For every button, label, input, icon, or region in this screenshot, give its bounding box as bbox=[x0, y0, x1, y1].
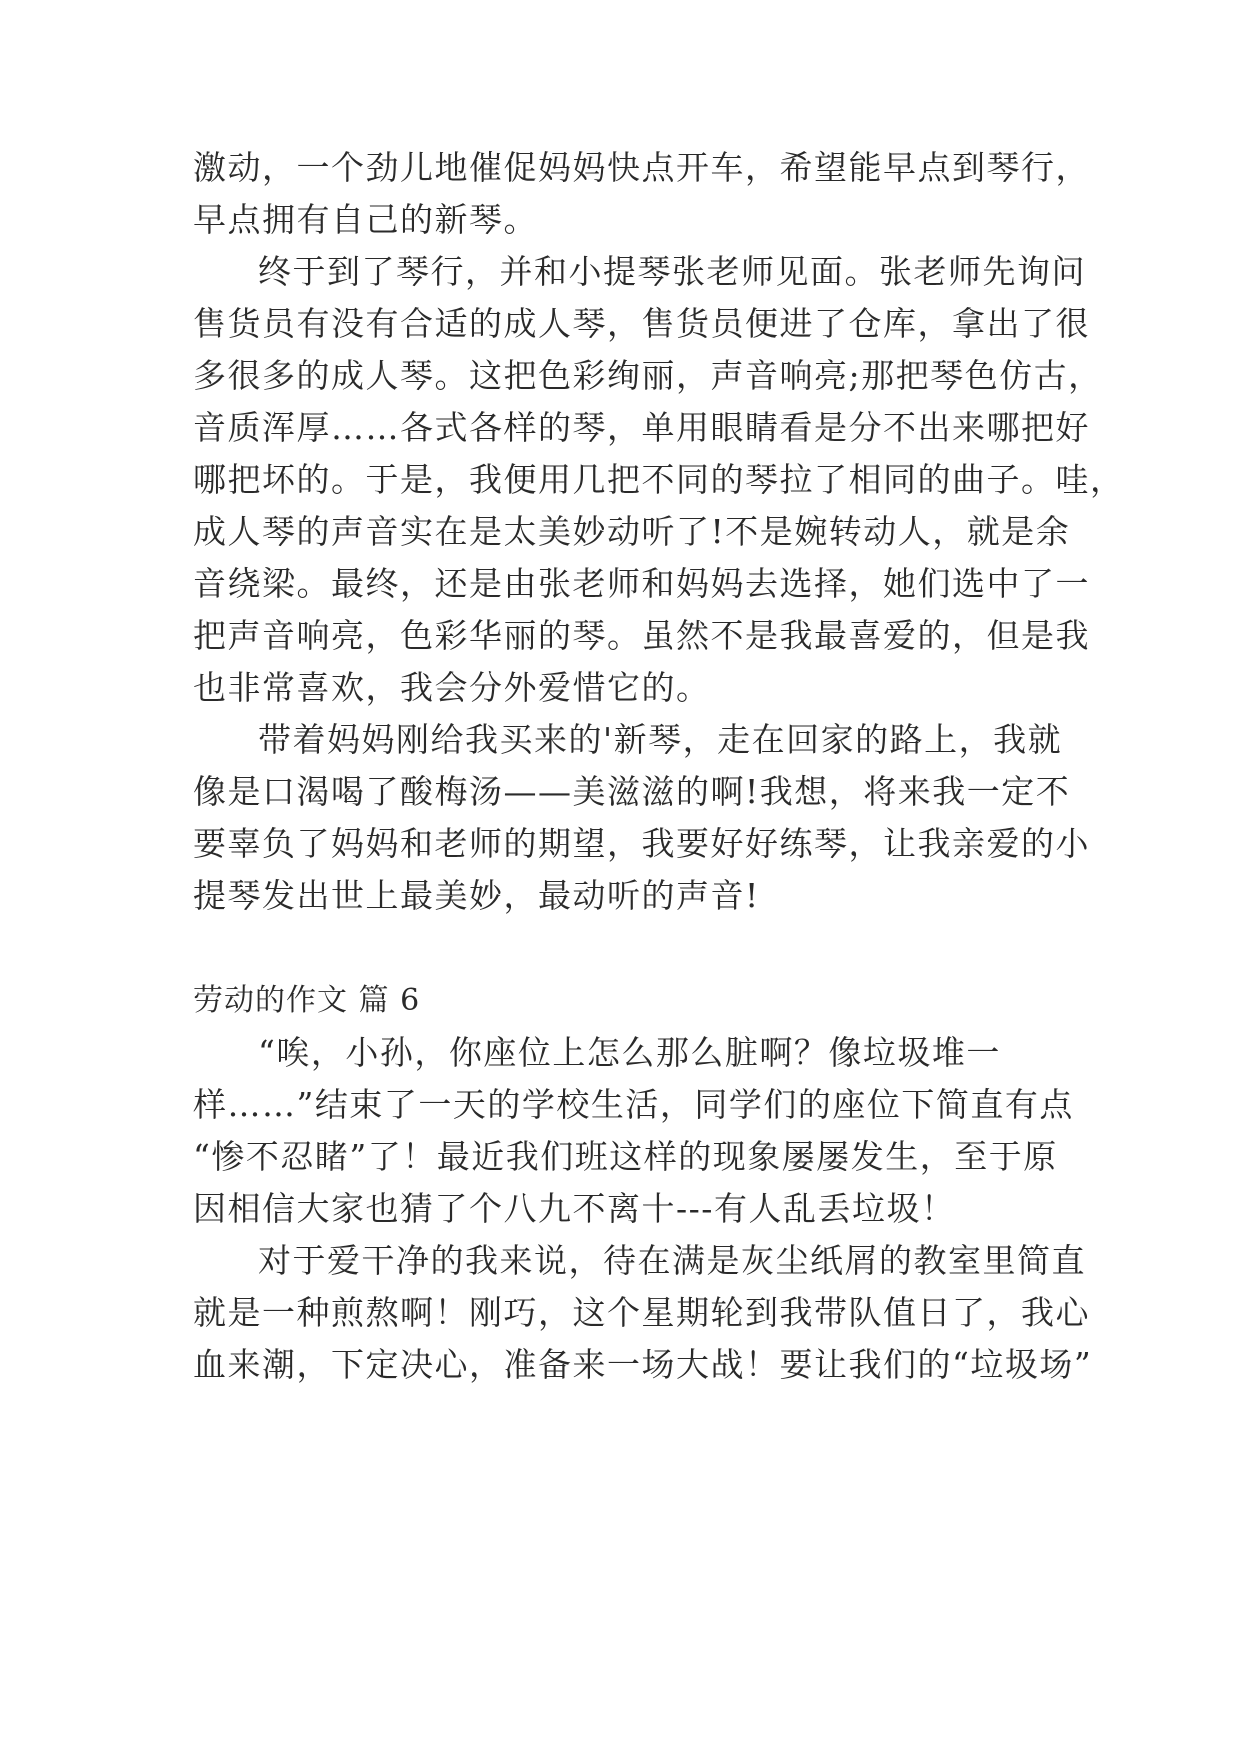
paragraph-line: 因相信大家也猜了个八九不离十---有人乱丢垃圾！ bbox=[193, 1189, 956, 1228]
paragraph-line: 多很多的成人琴。这把色彩绚丽，声音响亮;那把琴色仿古， bbox=[193, 356, 1103, 395]
paragraph-line: 早点拥有自己的新琴。 bbox=[193, 200, 538, 239]
section-heading: 劳动的作文 篇 6 bbox=[193, 983, 421, 1018]
paragraph-line: 激动，一个劲儿地催促妈妈快点开车，希望能早点到琴行， bbox=[193, 148, 1090, 187]
paragraph-line: “唉，小孙，你座位上怎么那么脏啊？像垃圾堆一 bbox=[258, 1033, 1001, 1072]
paragraph-line: 也非常喜欢，我会分外爱惜它的。 bbox=[193, 668, 711, 707]
paragraph-line: 提琴发出世上最美妙，最动听的声音! bbox=[193, 876, 760, 915]
paragraph-line: 就是一种煎熬啊！刚巧，这个星期轮到我带队值日了，我心 bbox=[193, 1293, 1090, 1332]
paragraph-line: 血来潮，下定决心，准备来一场大战！要让我们的“垃圾场” bbox=[193, 1345, 1093, 1384]
paragraph-line: 把声音响亮，色彩华丽的琴。虽然不是我最喜爱的，但是我 bbox=[193, 616, 1090, 655]
paragraph-line: 终于到了琴行，并和小提琴张老师见面。张老师先询问 bbox=[258, 252, 1086, 291]
paragraph-line: 样……”结束了一天的学校生活，同学们的座位下简直有点 bbox=[193, 1085, 1074, 1124]
paragraph-line: 带着妈妈刚给我买来的'新琴，走在回家的路上，我就 bbox=[258, 720, 1063, 759]
paragraph-line: 音绕梁。最终，还是由张老师和妈妈去选择，她们选中了一 bbox=[193, 564, 1090, 603]
paragraph-line: 像是口渴喝了酸梅汤——美滋滋的啊!我想，将来我一定不 bbox=[193, 772, 1071, 811]
paragraph-line: 哪把坏的。于是，我便用几把不同的琴拉了相同的曲子。哇， bbox=[193, 460, 1125, 499]
paragraph-line: 音质浑厚……各式各样的琴，单用眼睛看是分不出来哪把好 bbox=[193, 408, 1090, 447]
paragraph-line: 成人琴的声音实在是太美妙动听了!不是婉转动人，就是余 bbox=[193, 512, 1071, 551]
paragraph-line: “惨不忍睹”了！最近我们班这样的现象屡屡发生，至于原 bbox=[193, 1137, 1058, 1176]
paragraph-line: 售货员有没有合适的成人琴，售货员便进了仓库，拿出了很 bbox=[193, 304, 1090, 343]
paragraph-line: 要辜负了妈妈和老师的期望，我要好好练琴，让我亲爱的小 bbox=[193, 824, 1090, 863]
paragraph-line: 对于爱干净的我来说，待在满是灰尘纸屑的教室里简直 bbox=[258, 1241, 1086, 1280]
